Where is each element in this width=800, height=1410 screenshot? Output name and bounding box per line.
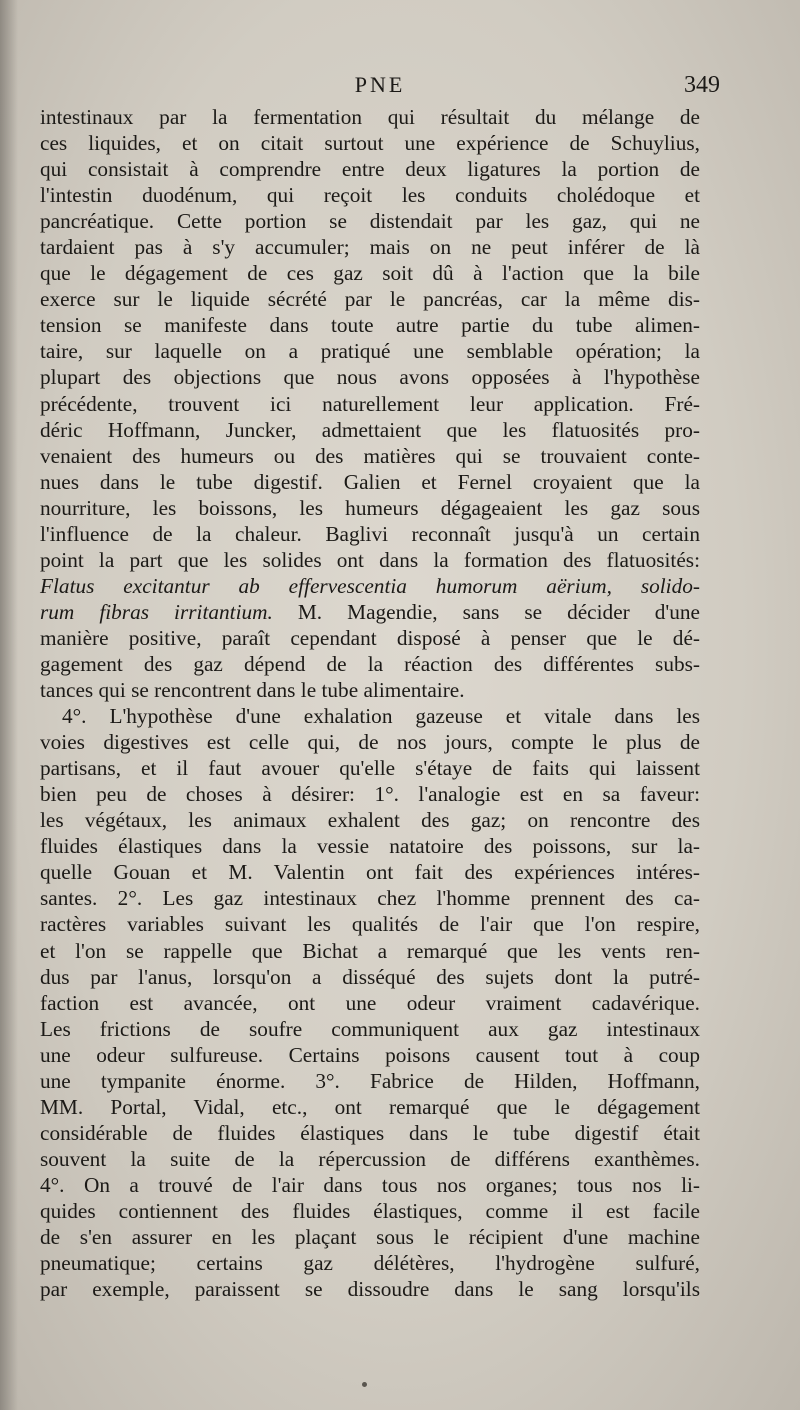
text-line: 4°. L'hypothèse d'une exhalation gazeuse et vitale dans les [62, 704, 700, 729]
text-line: exerce sur le liquide sécrété par le pancréas, car la même dis- [40, 287, 700, 312]
text-line: tances qui se rencontrent dans le tube alimentaire. [40, 678, 465, 703]
text-line: taire, sur laquelle on a pratiqué une semblable opération; la [40, 339, 700, 364]
text-line: voies digestives est celle qui, de nos jours, compte le plus de [40, 730, 700, 755]
text-line: une tympanite énorme. 3°. Fabrice de Hilden, Hoffmann, [40, 1068, 700, 1093]
body-text [40, 104, 700, 1302]
text-line: ces liquides, et on citait surtout une expérience de Schuylius, [40, 131, 700, 156]
text-line: et l'on se rappelle que Bichat a remarqué que les vents ren- [40, 938, 700, 963]
text-line: tension se manifeste dans toute autre partie du tube alimen- [40, 313, 700, 338]
text-line: une odeur sulfureuse. Certains poisons causent tout à coup [40, 1042, 700, 1067]
text-line: ractères variables suivant les qualités de l'air que l'on respire, [40, 912, 700, 937]
text-line: souvent la suite de la répercussion de différens exanthèmes. [40, 1146, 700, 1171]
text-line: quelle Gouan et M. Valentin ont fait des expériences intéres- [40, 860, 700, 885]
text-line: gagement des gaz dépend de la réaction des différentes subs- [40, 651, 700, 676]
text-line: que le dégagement de ces gaz soit dû à l'action que la bile [40, 261, 700, 286]
text-line: fluides élastiques dans la vessie natatoire des poissons, sur la- [40, 834, 700, 859]
text-line: dus par l'anus, lorsqu'on a disséqué des sujets dont la putré- [40, 964, 700, 989]
text-line: nourriture, les boissons, les humeurs dégageaient les gaz sous [40, 495, 700, 520]
text-line: MM. Portal, Vidal, etc., ont remarqué que le dégagement [40, 1094, 700, 1119]
page-edge-shadow [0, 0, 18, 1410]
text-line: bien peu de choses à désirer: 1°. l'analogie est en sa faveur: [40, 782, 700, 807]
line-text: M. Magendie, sans se décider d'une [272, 599, 700, 624]
text-line: manière positive, paraît cependant disposé à penser que le dé- [40, 625, 700, 650]
text-line: tardaient pas à s'y accumuler; mais on ne peut inférer de là [40, 235, 700, 260]
text-line: nues dans le tube digestif. Galien et Fernel croyaient que la [40, 469, 700, 494]
text-line: pneumatique; certains gaz délétères, l'hydrogène sulfuré, [40, 1251, 700, 1276]
text-line: déric Hoffmann, Juncker, admettaient que les flatuosités pro- [40, 417, 700, 442]
text-line: venaient des humeurs ou des matières qui se trouvaient conte- [40, 443, 700, 468]
text-line: Les frictions de soufre communiquent aux gaz intestinaux [40, 1016, 700, 1041]
text-line: précédente, trouvent ici naturellement leur application. Fré- [40, 391, 700, 416]
text-line: intestinaux par la fermentation qui résultait du mélange de [40, 105, 700, 129]
text-line: qui consistait à comprendre entre deux ligatures la portion de [40, 157, 700, 182]
text-line: point la part que les solides ont dans la formation des flatuosités: [40, 547, 700, 572]
text-line: faction est avancée, ont une odeur vraiment cadavérique. [40, 990, 700, 1015]
text-line: plupart des objections que nous avons opposées à l'hypothèse [40, 365, 700, 390]
text-line: santes. 2°. Les gaz intestinaux chez l'homme prennent des ca- [40, 886, 700, 911]
ink-dot-mark [362, 1382, 367, 1387]
text-line: considérable de fluides élastiques dans le tube digestif était [40, 1120, 700, 1145]
text-line: les végétaux, les animaux exhalent des gaz; on rencontre des [40, 808, 700, 833]
text-line: 4°. On a trouvé de l'air dans tous nos organes; tous nos li- [40, 1172, 700, 1197]
italic-latin-text: rum fibras irritantium. [40, 599, 273, 624]
text-line: par exemple, paraissent se dissoudre dans le sang lorsqu'ils [40, 1277, 700, 1302]
running-title: PNE [354, 72, 406, 97]
running-head [40, 72, 720, 106]
text-line: Flatus excitantur ab effervescentia humorum aërium, solido- [40, 573, 700, 598]
text-line: l'influence de la chaleur. Baglivi reconnaît jusqu'à un certain [40, 521, 700, 546]
page-number: 349 [684, 72, 720, 98]
text-line: pancréatique. Cette portion se distendait par les gaz, qui ne [40, 209, 700, 234]
text-line [40, 599, 700, 625]
text-line: partisans, et il faut avouer qu'elle s'étaye de faits qui laissent [40, 756, 700, 781]
text-line: l'intestin duodénum, qui reçoit les conduits cholédoque et [40, 183, 700, 208]
text-line: quides contiennent des fluides élastiques, comme il est facile [40, 1198, 700, 1223]
text-line: de s'en assurer en les plaçant sous le récipient d'une machine [40, 1225, 700, 1250]
